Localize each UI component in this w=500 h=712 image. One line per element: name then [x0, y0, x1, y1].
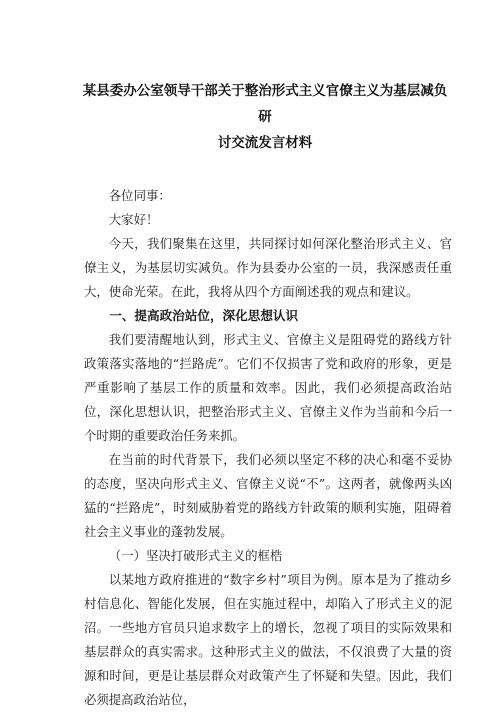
paragraph-4: 以某地方政府推进的“数字乡村”项目为例。原本是为了推动乡村信息化、智能化发展，但在实施过程中，却陷入了形式主义的泥沼。一些地方官员只追求数字上的增长，忽视了项目的实际效果和基层群众的真实需求。这种形式主义的做法，不仅浪费了大量的资源和时间，更是让基层群众对政策产生了怀疑和失望。因此，我们必须提高政治站位，	[84, 572, 452, 707]
document-body	[84, 184, 452, 712]
title-line-2: 讨交流发言材料	[217, 135, 313, 151]
paragraph-2: 我们要清醒地认到，形式主义、官僚主义是阻碍党的路线方针政策落实落地的“拦路虎”。它们不仅损害了党和政府的形象，更是严重影响了基层工作的质量和效率。因此，我们必须提高政治站位，深化思想认识，把整治形式主义、官僚主义作为当前和今后一个时期的重要政治任务来抓。	[84, 332, 452, 443]
section-heading-1: 一、提高政治站位，深化思想认识	[109, 308, 299, 323]
salutation: 各位同事：	[108, 188, 171, 203]
document-title	[78, 0, 452, 156]
subsection-heading-1: （一）坚决打破形式主义的框梏	[108, 548, 283, 563]
title-line-1: 某县委办公室领导干部关于整治形式主义官僚主义为基层减负研	[82, 83, 448, 125]
paragraph-3: 在当前的时代背景下，我们必须以坚定不移的决心和毫不妥协的态度，坚决向形式主义、官僚主义说“不”。这两者，就像两头凶猛的“拦路虎”，时刻威胁着党的路线方针政策的顺利实施，阻碍着社会主义事业的蓬勃发展。	[84, 452, 452, 539]
greeting: 大家好！	[108, 212, 159, 227]
paragraph-intro: 今天，我们聚集在这里，共同探讨如何深化整治形式主义、官僚主义，为基层切实减负。作为县委办公室的一员，我深感责任重大，使命光荣。在此，我将从四个方面阐述我的观点和建议。	[84, 236, 452, 299]
